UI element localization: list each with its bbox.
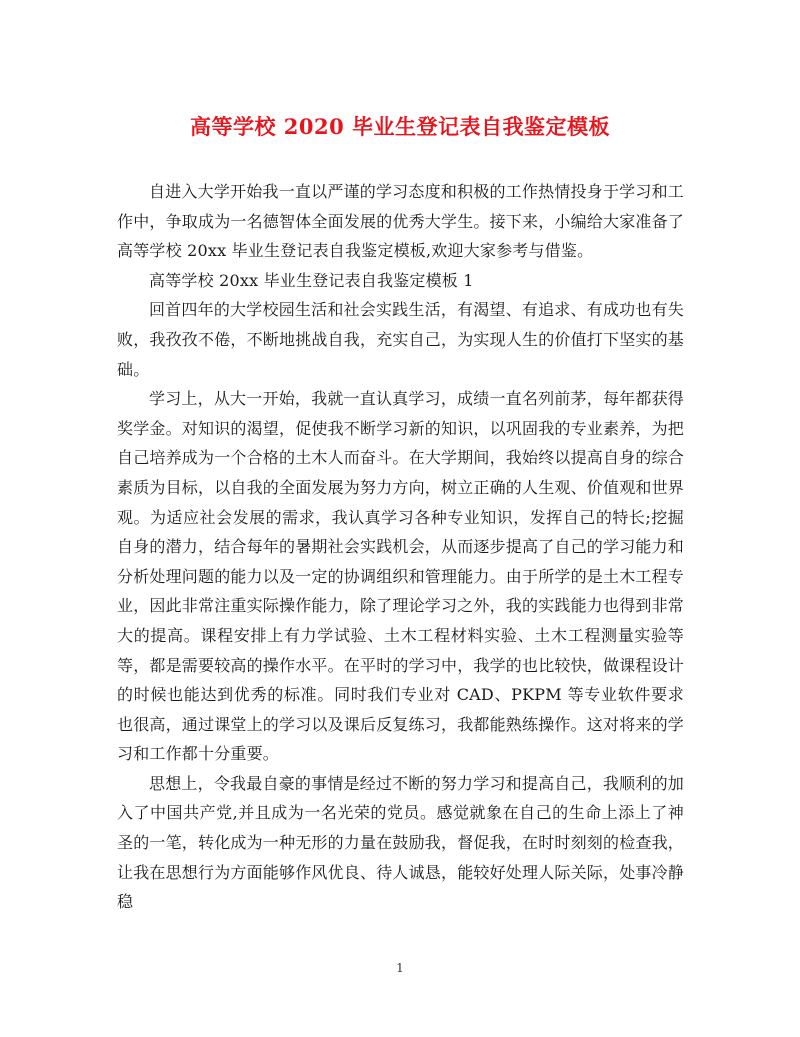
document-title: 高等学校 2020 毕业生登记表自我鉴定模板 [189, 114, 611, 139]
paragraph-subtitle: 高等学校 20xx 毕业生登记表自我鉴定模板 1 [149, 270, 474, 290]
paragraph-review: 回首四年的大学校园生活和社会实践生活，有渴望、有追求、有成功也有失败，我孜孜不倦，不断地挑战自我，充实自己，为实现人生的价值打下坚实的基础。 [117, 300, 685, 379]
paragraph-thought: 思想上，令我最自豪的事情是经过不断的努力学习和提高自己，我顺利的加入了中国共产党,并且成为一名光荣的党员。感觉就象在自己的生命上添上了神圣的一笔，转化成为一种无形的力量在鼓励我，督促我，在时时刻刻的检查我，让我在思想行为方面能够作风优良、待人诚恳，能较好处理人际关际，处事冷静稳 [117, 773, 685, 912]
page-number: 1 [396, 961, 404, 975]
document-body [117, 177, 684, 917]
paragraph-study: 学习上，从大一开始，我就一直认真学习，成绩一直名列前茅，每年都获得奖学金。对知识的渴望，促使我不断学习新的知识，以巩固我的专业素养，为把自己培养成为一个合格的土木人而奋斗。在大学期间，我始终以提高自身的综合素质为目标，以自我的全面发展为努力方向，树立正确的人生观、价值观和世界观。为适应社会发展的需求，我认真学习各种专业知识，发挥自己的特长;挖掘自身的潜力，结合每年的暑期社会实践机会，从而逐步提高了自己的学习能力和分析处理问题的能力以及一定的协调组织和管理能力。由于所学的是土木工程专业，因此非常注重实际操作能力，除了理论学习之外，我的实践能力也得到非常大的提高。课程安排上有力学试验、土木工程材料实验、土木工程测量实验等等，都是需要较高的操作水平。在平时的学习中，我学的也比较快，做课程设计的时候也能达到优秀的标准。同时我们专业对 CAD、PKPM 等专业软件要求也很高，通过课堂上的学习以及课后反复练习，我都能熟练操作。这对将来的学习和工作都十分重要。 [117, 389, 685, 764]
paragraph-intro: 自进入大学开始我一直以严谨的学习态度和积极的工作热情投身于学习和工作中，争取成为一名德智体全面发展的优秀大学生。接下来，小编给大家准备了高等学校 20xx 毕业生登记表自我鉴定模板,欢迎大家参考与借鉴。 [117, 182, 685, 261]
